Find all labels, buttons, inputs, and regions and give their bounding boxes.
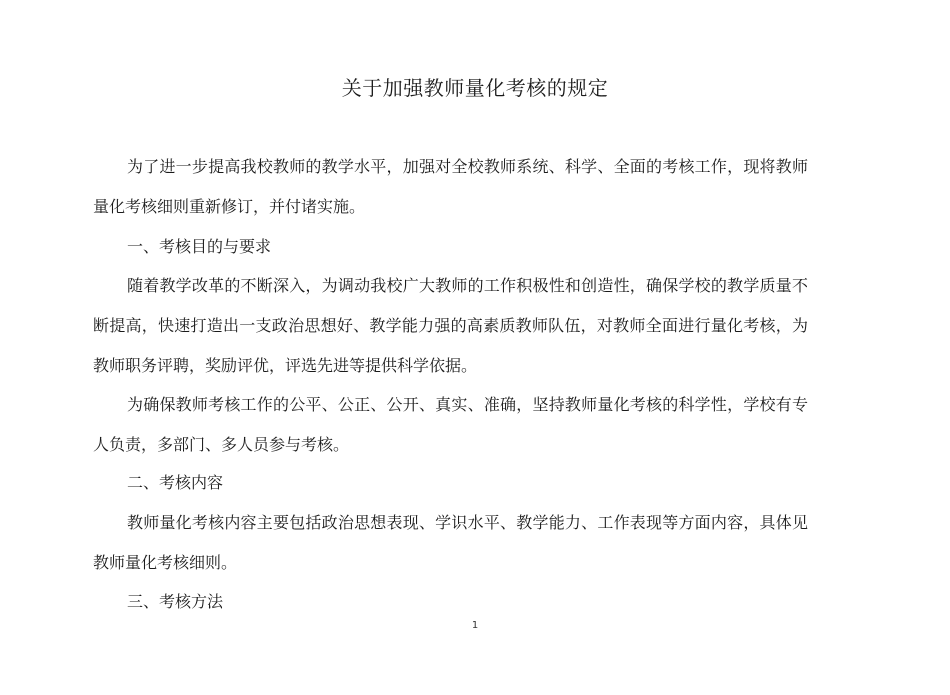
section-1-paragraph-1: 随着教学改革的不断深入，为调动我校广大教师的工作积极性和创造性，确保学校的教学质量不断提高，快速打造出一支政治思想好、教学能力强的高素质教师队伍，对教师全面进行量化考核，为教师职务评聘，奖励评优，评选先进等提供科学依据。 bbox=[93, 276, 808, 375]
section-1-heading: 一、考核目的与要求 bbox=[127, 237, 272, 256]
section-1-paragraph-2: 为确保教师考核工作的公平、公正、公开、真实、准确，坚持教师量化考核的科学性，学校有专人负责，多部门、多人员参与考核。 bbox=[93, 395, 808, 454]
page-number: 1 bbox=[471, 620, 479, 631]
section-2-paragraph-1: 教师量化考核内容主要包括政治思想表现、学识水平、教学能力、工作表现等方面内容，具体见教师量化考核细则。 bbox=[93, 513, 808, 572]
section-3-heading: 三、考核方法 bbox=[127, 592, 224, 611]
document-title: 关于加强教师量化考核的规定 bbox=[341, 76, 609, 100]
intro-paragraph: 为了进一步提高我校教师的教学水平，加强对全校教师系统、科学、全面的考核工作，现将教师量化考核细则重新修订，并付诸实施。 bbox=[93, 157, 808, 216]
section-2-heading: 二、考核内容 bbox=[127, 473, 224, 492]
